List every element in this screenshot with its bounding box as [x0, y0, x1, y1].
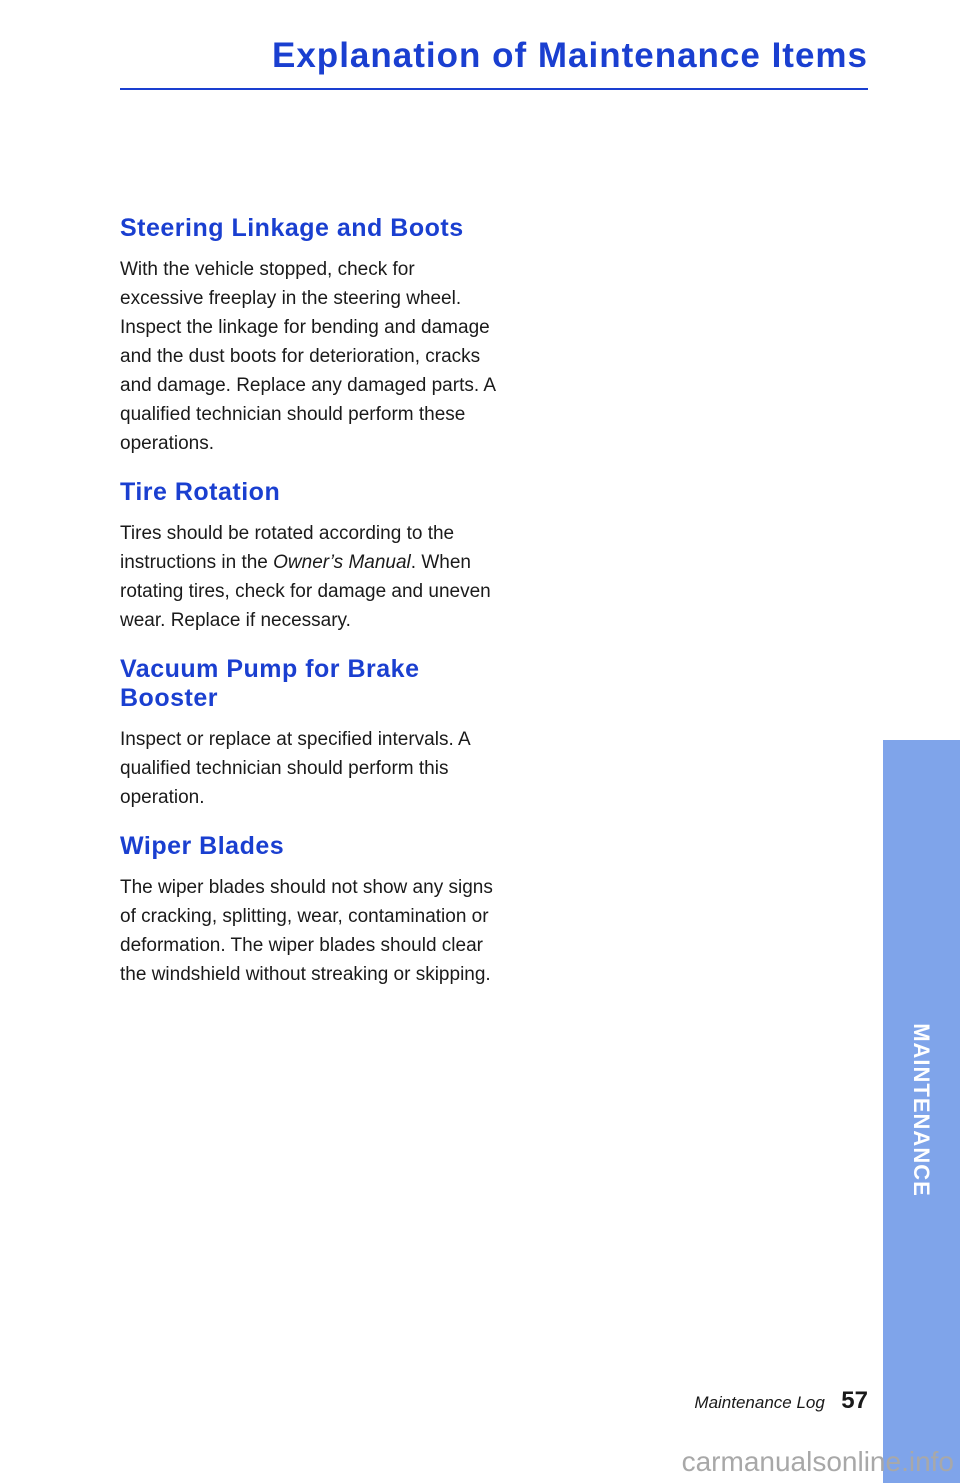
page-header: [120, 28, 868, 90]
body-text: Tires should be rotated according to the instructions in the: [120, 523, 455, 573]
section-body: [120, 519, 500, 635]
footer-label: Maintenance Log: [694, 1393, 825, 1412]
side-tab-label: MAINTENANCE: [909, 1023, 934, 1197]
section-vacuum-pump: [120, 655, 500, 812]
watermark: carmanualsonline.info: [681, 1446, 954, 1477]
section-body: The wiper blades should not show any signs of cracking, splitting, wear, contamination or deformation. The wiper blades should clear the windshield without streaking or skipping.: [120, 877, 493, 985]
section-wiper-blades: [120, 832, 500, 989]
page-number: 57: [841, 1387, 868, 1414]
heading-line: Vacuum Pump for Brake: [120, 655, 420, 683]
heading-line: Booster: [120, 684, 218, 712]
section-heading: Tire Rotation: [120, 478, 281, 506]
section-body: With the vehicle stopped, check for excessive freeplay in the steering wheel. Inspect the linkage for bending and damage and the dust boots for deterioration, cracks and damage. Replace any damaged parts. A qualified technician should perform these operations.: [120, 259, 495, 454]
main-content: [120, 214, 500, 1009]
section-steering-linkage: [120, 214, 500, 458]
body-text: . When rotating tires, check for damage and uneven wear. Replace if necessary.: [120, 552, 491, 631]
section-heading: Wiper Blades: [120, 832, 285, 860]
page-title: Explanation of Maintenance Items: [272, 36, 868, 75]
owners-manual-reference: Owner’s Manual: [273, 552, 411, 573]
section-heading: [120, 655, 500, 713]
section-body: Inspect or replace at specified intervals. A qualified technician should perform this operation.: [120, 729, 470, 808]
page-footer: [694, 1387, 868, 1415]
section-heading: Steering Linkage and Boots: [120, 214, 464, 242]
section-tire-rotation: [120, 478, 500, 635]
side-tab-maintenance: [883, 740, 960, 1483]
